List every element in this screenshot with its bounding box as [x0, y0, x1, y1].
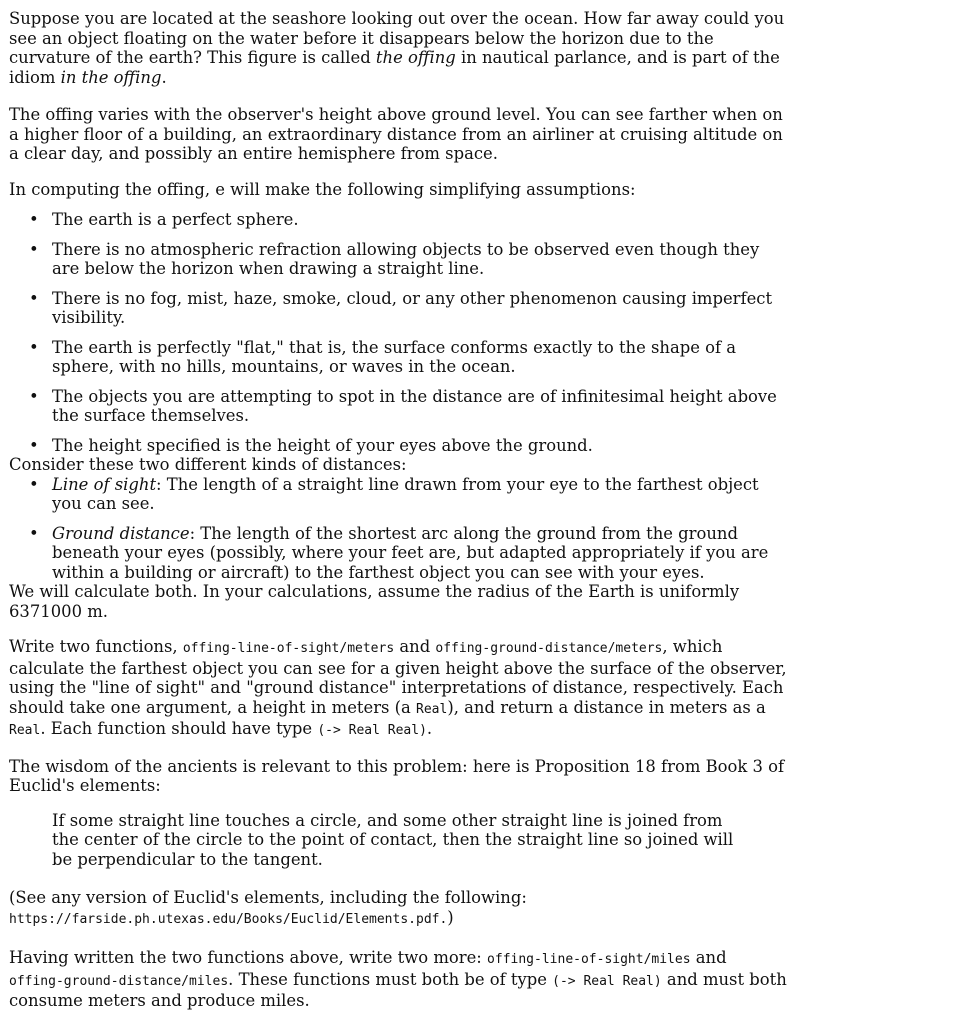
- height-paragraph: The offing varies with the observer's height above ground level. You can see farther when on a higher floor of a building, an extraordinary distance from an airliner at cruising altitude on a clear day, and possibly an entire hemisphere from space.: [9, 105, 783, 163]
- euclid-quote: If some straight line touches a circle, and some other straight line is joined from the center of the circle to the point of contact, then the straight line so joined will be perpendicular to the tangent.: [52, 810, 734, 869]
- list-item: [9, 436, 789, 456]
- list-item-text: The height specified is the height of your eyes above the ground.: [52, 435, 593, 455]
- code-offing-line-of-sight-miles: offing-line-of-sight/miles: [487, 952, 691, 967]
- list-item: [9, 524, 789, 583]
- functions-text: ), and return a distance in meters as a: [447, 697, 766, 717]
- bullet-icon: •: [29, 337, 39, 357]
- intro-text: Suppose you are located at the seashore looking out over the ocean. How far away could you see an object floating on the water before it disappears below the horizon due to the curvature of the earth? This figure is called: [9, 9, 785, 67]
- bullet-icon: •: [29, 474, 39, 494]
- assumptions-intro: In computing the offing, e will make the following simplifying assumptions:: [9, 179, 636, 199]
- list-item: [9, 338, 789, 377]
- distances-intro: Consider these two different kinds of distances:: [9, 455, 407, 474]
- functions-text: .: [426, 719, 433, 738]
- list-item-text: : The length of a straight line drawn from your eye to the farthest object you can see.: [52, 474, 759, 513]
- functions-text: , which calculate the farthest object you can see for a given height above the surface of the observer, using the "line of sight" and "ground distance" interpretations of distance, respectively. Each should take one argument, a height in meters (a: [9, 637, 787, 717]
- functions-text: . Each function should have type: [40, 719, 318, 738]
- code-offing-ground-distance-meters: offing-ground-distance/meters: [435, 641, 663, 656]
- intro-paragraph: [9, 9, 789, 87]
- bullet-icon: •: [29, 239, 39, 259]
- functions-text: and: [394, 637, 436, 656]
- bullet-icon: •: [29, 435, 39, 455]
- bullet-icon: •: [29, 386, 39, 406]
- list-item: [9, 387, 789, 426]
- code-offing-ground-distance-miles: offing-ground-distance/miles: [9, 973, 229, 989]
- bullet-icon: •: [29, 523, 39, 543]
- radius-paragraph: We will calculate both. In your calculations, assume the radius of the Earth is uniformly 6371000 m.: [9, 582, 740, 621]
- list-item-text: The earth is a perfect sphere.: [52, 210, 299, 229]
- final-text: and must both consume meters and produce miles.: [9, 969, 787, 1010]
- term-in-the-offing: in the offing: [60, 67, 162, 87]
- term-the-offing: the offing: [375, 48, 456, 67]
- final-text: Having written the two functions above, write two more:: [9, 948, 488, 967]
- list-item: [9, 210, 789, 230]
- list-item: [9, 475, 789, 514]
- final-paragraph: [9, 948, 789, 1011]
- list-item-text: : The length of the shortest arc along the ground from the ground beneath your eyes (possibly, where your feet are, but adapted appropriately if you are within a building or aircraft) to the farthest object you can see with your eyes.: [52, 523, 769, 582]
- reference-text: ): [447, 907, 454, 927]
- reference-paragraph: [9, 888, 789, 929]
- distances-list: [9, 475, 789, 583]
- code-type-signature: (-> Real Real): [317, 723, 427, 738]
- list-item: [9, 289, 789, 328]
- functions-text: Write two functions,: [9, 637, 183, 656]
- list-item-text: The objects you are attempting to spot in the distance are of infinitesimal height above the surface themselves.: [52, 386, 777, 425]
- term-ground-distance: Ground distance: [52, 523, 190, 543]
- list-item: [9, 240, 789, 279]
- term-line-of-sight: Line of sight: [52, 474, 157, 494]
- code-real: Real: [9, 723, 41, 738]
- code-offing-line-of-sight-meters: offing-line-of-sight/meters: [182, 641, 395, 656]
- intro-text: in nautical parlance, and is part of the idiom: [9, 48, 780, 87]
- code-type-signature: (-> Real Real): [552, 973, 662, 989]
- euclid-url: https://farside.ph.utexas.edu/Books/Euclid/Elements.pdf.: [9, 911, 448, 927]
- wisdom-paragraph: The wisdom of the ancients is relevant to this problem: here is Proposition 18 from Book 3 of Euclid's elements:: [9, 756, 785, 795]
- bullet-icon: •: [29, 210, 39, 229]
- code-real: Real: [416, 701, 448, 717]
- final-text: . These functions must both be of type: [228, 969, 553, 989]
- list-item-text: There is no atmospheric refraction allowing objects to be observed even though they are below the horizon when drawing a straight line.: [52, 239, 760, 278]
- list-item-text: The earth is perfectly "flat," that is, the surface conforms exactly to the shape of a sphere, with no hills, mountains, or waves in the ocean.: [52, 337, 737, 376]
- list-item-text: There is no fog, mist, haze, smoke, cloud, or any other phenomenon causing imperfect visibility.: [52, 288, 773, 327]
- final-text: and: [690, 948, 727, 967]
- bullet-icon: •: [29, 288, 39, 308]
- reference-text: (See any version of Euclid's elements, including the following:: [9, 888, 527, 907]
- assumptions-list: [9, 210, 789, 455]
- intro-text: .: [161, 67, 167, 87]
- functions-paragraph: [9, 637, 789, 741]
